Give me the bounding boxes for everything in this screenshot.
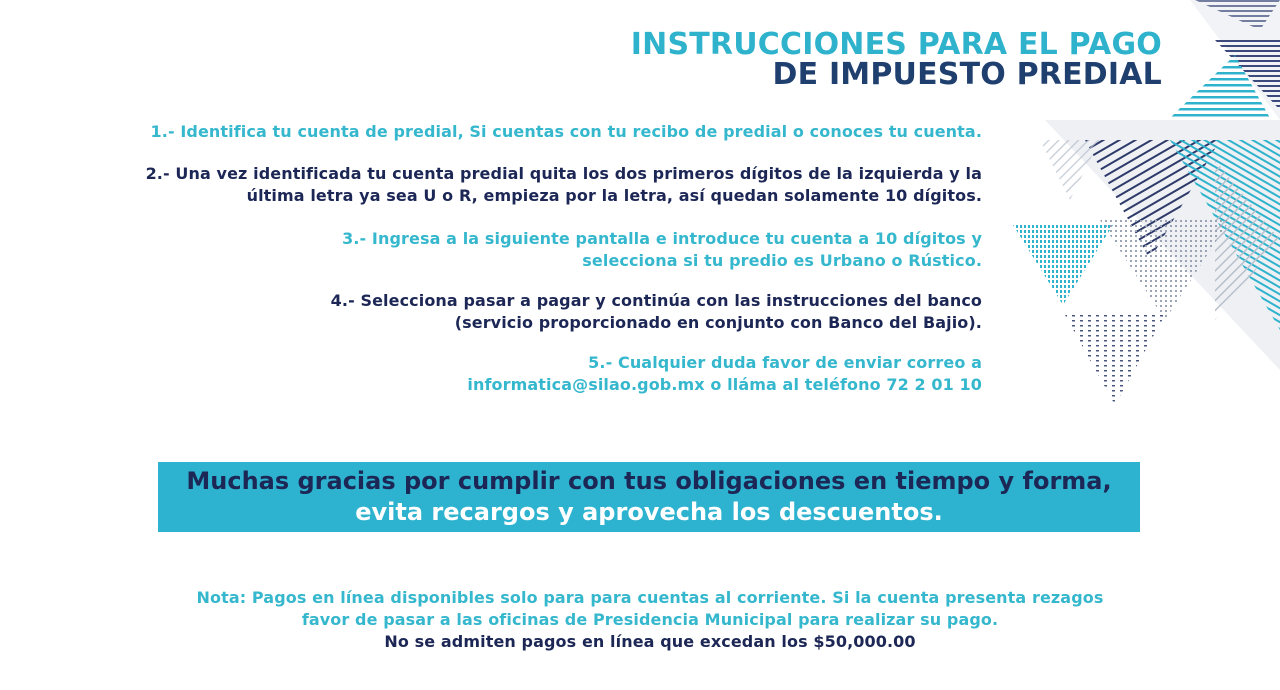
step-4 — [331, 290, 982, 334]
step-3 — [342, 228, 982, 272]
page-title — [630, 27, 1162, 92]
payment-note — [150, 587, 1150, 653]
step-5 — [467, 352, 982, 396]
step-3-line-1: 3.- Ingresa a la siguiente pantalla e introduce tu cuenta a 10 dígitos y — [342, 229, 982, 248]
banner-line-2: evita recargos y aprovecha los descuentos. — [355, 498, 943, 526]
step-5-line-1: 5.- Cualquier duda favor de enviar correo a — [588, 353, 982, 372]
step-2 — [146, 163, 982, 207]
step-1 — [151, 121, 982, 143]
step-4-line-2: (servicio proporcionado en conjunto con Banco del Bajio). — [454, 313, 982, 332]
note-line-2: favor de pasar a las oficinas de Presidencia Municipal para realizar su pago. — [301, 610, 999, 629]
note-line-3: No se admiten pagos en línea que excedan los $50,000.00 — [384, 632, 916, 651]
step-1-line-1: 1.- Identifica tu cuenta de predial, Si cuentas con tu recibo de predial o conoces tu cuenta. — [150, 122, 982, 141]
step-3-line-2: selecciona si tu predio es Urbano o Rústico. — [582, 251, 982, 270]
step-2-line-2: última letra ya sea U o R, empieza por la letra, así quedan solamente 10 dígitos. — [246, 186, 982, 205]
banner-line-1: Muchas gracias por cumplir con tus obligaciones en tiempo y forma, — [186, 467, 1112, 495]
title-line-1: INSTRUCCIONES PARA EL PAGO — [630, 27, 1162, 62]
note-line-1: Nota: Pagos en línea disponibles solo para para cuentas al corriente. Si la cuenta presenta rezagos — [196, 588, 1104, 607]
step-4-line-1: 4.- Selecciona pasar a pagar y continúa con las instrucciones del banco — [330, 291, 982, 310]
step-2-line-1: 2.- Una vez identificada tu cuenta predial quita los dos primeros dígitos de la izquierda y la — [145, 164, 982, 183]
thank-you-banner — [158, 462, 1140, 532]
title-line-2: DE IMPUESTO PREDIAL — [772, 57, 1162, 92]
step-5-line-2-contact: informatica@silao.gob.mx o lláma al teléfono 72 2 01 10 — [467, 375, 982, 394]
